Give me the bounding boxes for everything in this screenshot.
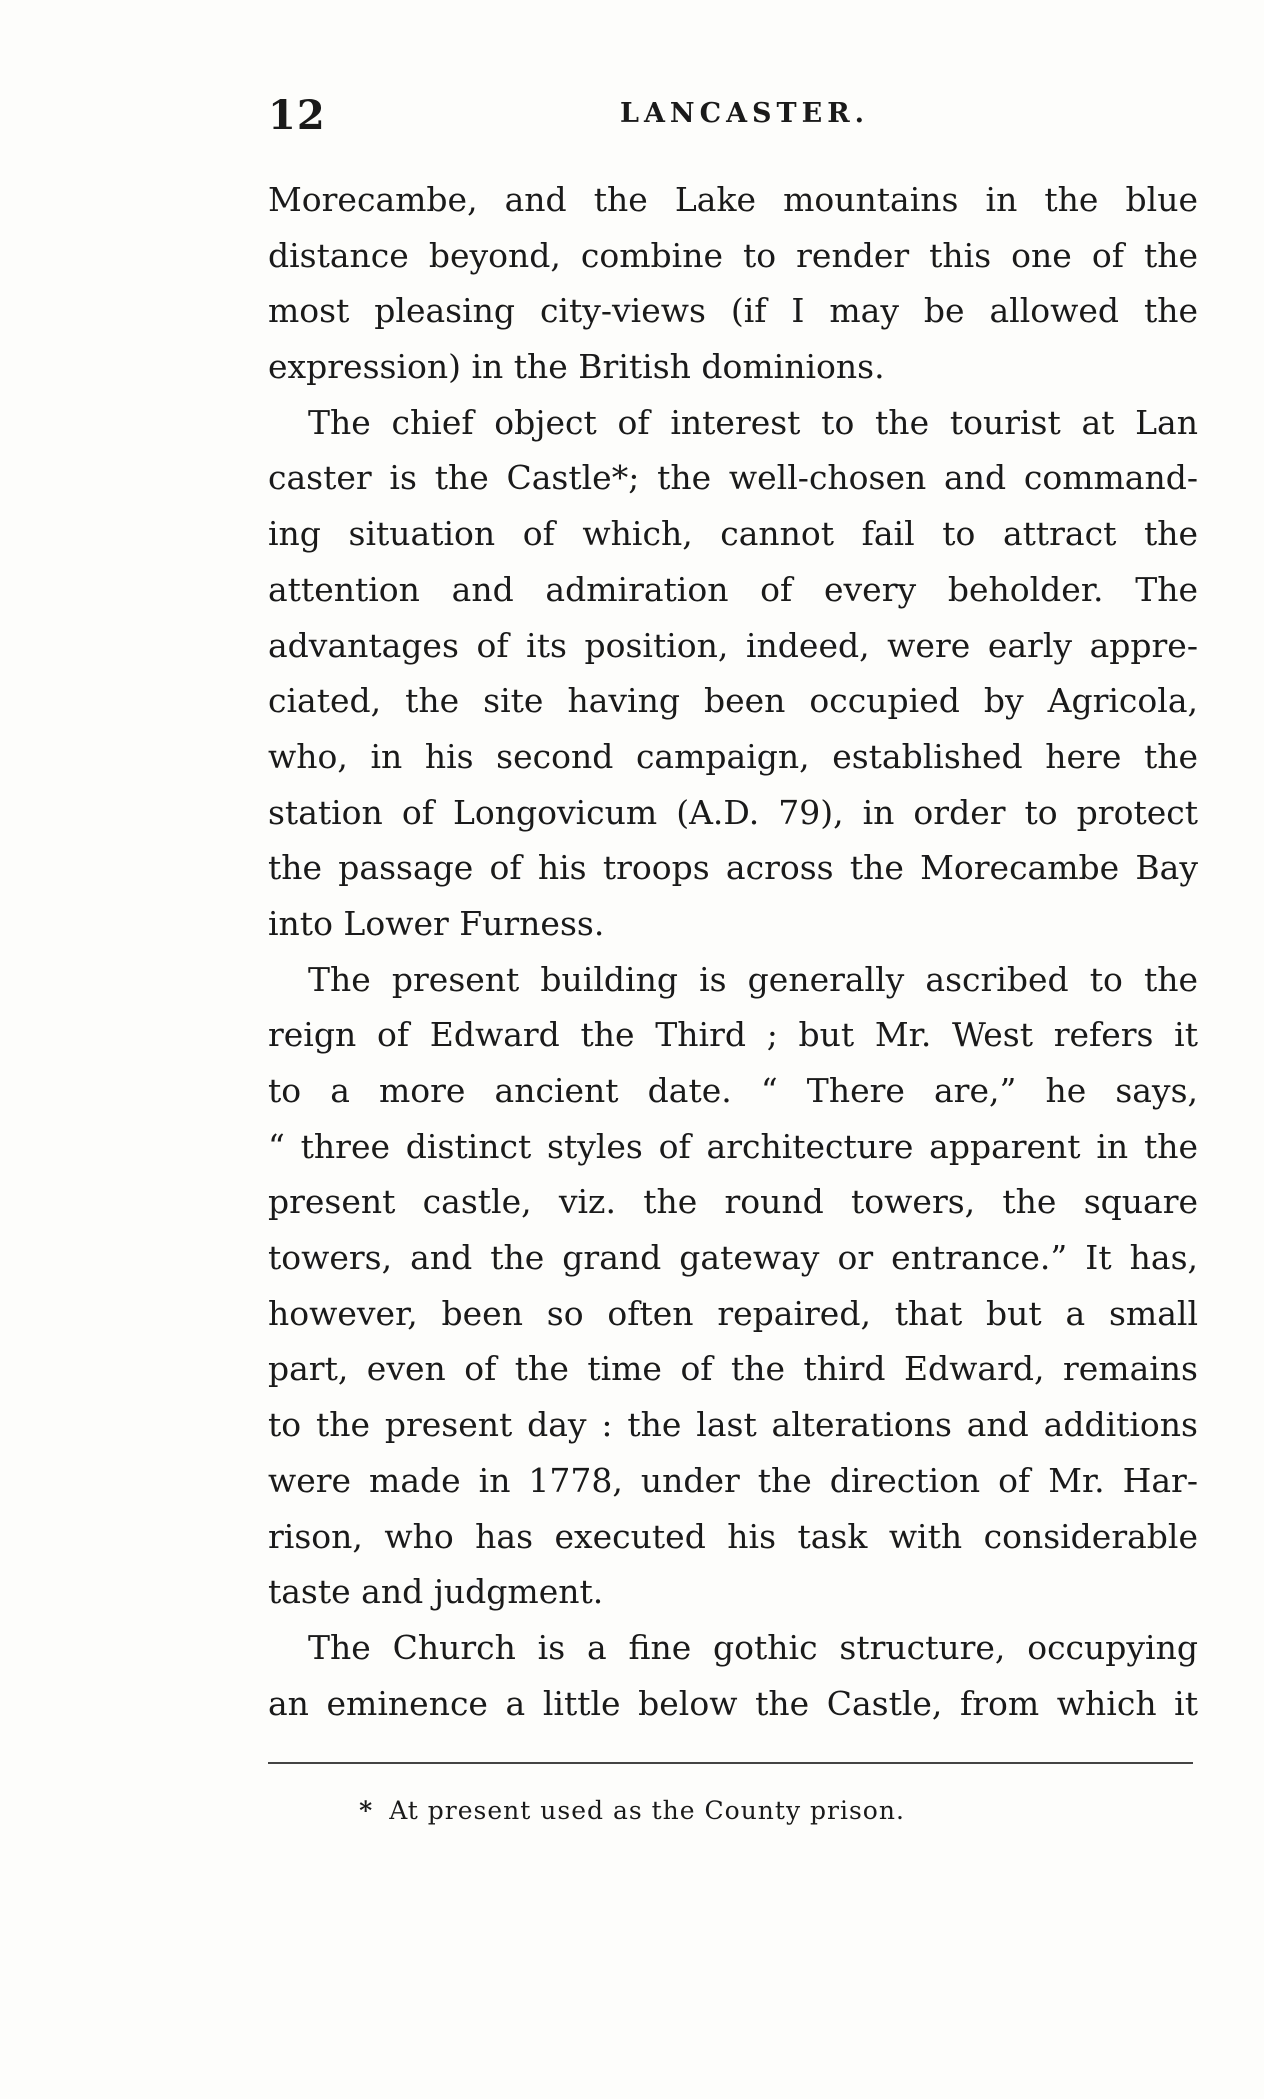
text-line: The Church is a fine gothic structure, occupying [308,1627,1198,1667]
running-head: LANCASTER. [620,98,870,129]
text-line: taste and judgment. [268,1572,604,1612]
body-text [268,172,1198,1731]
text-line: attention and admiration of every beholder. The [268,569,1198,609]
text-line: an eminence a little below the Castle, from which it [268,1683,1198,1723]
text-line: The present building is generally ascribed to the [308,959,1198,999]
paragraph-4 [268,1620,1198,1731]
text-line: most pleasing city-views (if I may be allowed the [268,291,1198,331]
text-line: reign of Edward the Third ; but Mr. West refers it [268,1015,1198,1055]
text-line: station of Longovicum (A.D. 79), in order to protect [268,792,1198,832]
footnote-text: At present used as the County prison. [389,1796,905,1825]
text-line: into Lower Furness. [268,903,605,943]
page-number: 12 [268,92,326,139]
text-line: ciated, the site having been occupied by Agricola, [268,681,1198,721]
paragraph-1 [268,172,1198,395]
text-line: the passage of his troops across the Morecambe Bay [268,848,1198,888]
text-line: Morecambe, and the Lake mountains in the blue [268,180,1198,219]
text-line: to a more ancient date. “ There are,” he says, [268,1071,1198,1110]
text-line: advantages of its position, indeed, were early appre- [268,625,1198,665]
text-line: part, even of the time of the third Edward, remains [268,1349,1198,1389]
footnote-rule [268,1762,1193,1764]
text-line: were made in 1778, under the direction of Mr. Har- [268,1460,1198,1500]
text-line: expression) in the British dominions. [268,347,885,387]
text-line: “ three distinct styles of architecture apparent in the [268,1126,1198,1166]
text-line: present castle, viz. the round towers, the square [268,1182,1198,1222]
text-line: distance beyond, combine to render this one of the [268,235,1198,275]
text-line: who, in his second campaign, established here the [268,736,1198,776]
text-line: to the present day : the last alterations and additions [268,1405,1198,1445]
text-line: caster is the Castle*; the well-chosen and command- [268,458,1198,498]
footnote-marker: * [359,1796,374,1825]
text-line: towers, and the grand gateway or entrance.” It has, [268,1238,1198,1278]
footnote [0,1796,1264,1825]
text-line: however, been so often repaired, that but a small [268,1293,1198,1333]
text-line: ing situation of which, cannot fail to attract the [268,514,1198,554]
page-header [268,92,1188,142]
text-line: rison, who has executed his task with considerable [268,1516,1198,1556]
paragraph-2 [268,395,1198,952]
paragraph-3 [268,952,1198,1620]
text-line: The chief object of interest to the tourist at Lan [308,402,1198,442]
